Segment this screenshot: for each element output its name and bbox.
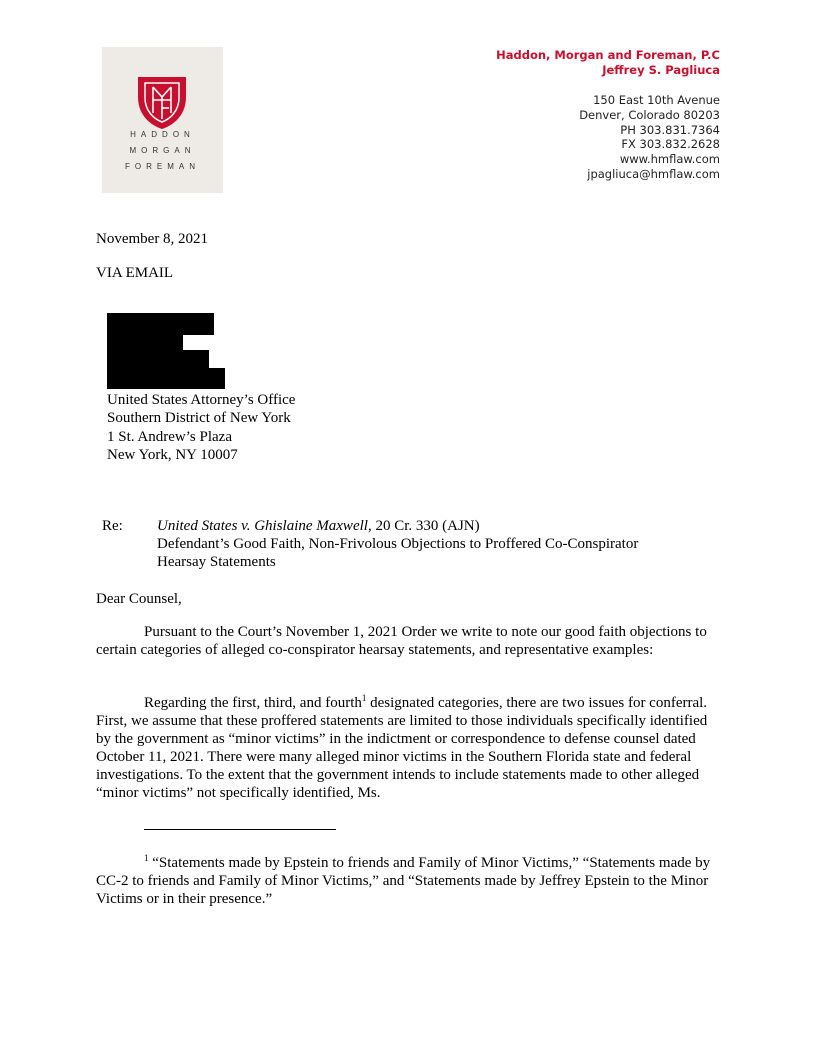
footnote-1 [96, 854, 722, 908]
case-number: , 20 Cr. 330 (AJN) [367, 518, 480, 534]
recipient-line-3: 1 St. Andrew’s Plaza [107, 429, 232, 445]
recipient-line-2: Southern District of New York [107, 410, 291, 426]
case-caption: United States v. Ghislaine Maxwell [157, 518, 368, 534]
delivery-method: VIA EMAIL [96, 265, 174, 281]
footnote-reference[interactable]: 1 [361, 693, 367, 703]
logo-word-2: MORGAN [129, 146, 196, 155]
footnote-number: 1 [144, 853, 149, 863]
salutation: Dear Counsel, [96, 591, 182, 607]
recipient-line-4: New York, NY 10007 [107, 447, 238, 463]
body-paragraph-2 [96, 694, 722, 802]
paragraph-2-body: designated categories, there are two issues for conferral. First, we assume that these proffered statements are limited to those individuals specifically identified by the government as “minor victims” in the indictment or correspondence to defense counsel dated October 11, 2021. There were many alleged minor victims in the Southern Florida state and federal investigations. To the extent that the government intends to include statements made to other alleged “minor victims” not specifically identified, Ms. [96, 695, 708, 801]
footnote-divider [144, 829, 336, 830]
paragraph-2-lead: Regarding the first, third, and fourth [144, 695, 362, 711]
fax-number: FX 303.832.2628 [621, 137, 720, 151]
attorney-name: Jeffrey S. Pagliuca [602, 63, 720, 77]
firm-logo [102, 47, 223, 193]
re-subject-line-1: Defendant’s Good Faith, Non-Frivolous Objections to Proffered Co-Conspirator [157, 536, 639, 552]
footnote-text: “Statements made by Epstein to friends and Family of Minor Victims,” “Statements made by CC-2 to friends and Family of Minor Victims,” and “Statements made by Jeffrey Epstein to the Minor Victims or in their presence.” [96, 855, 711, 907]
re-subject-line-2: Hearsay Statements [157, 554, 276, 570]
re-label: Re: [102, 518, 123, 534]
shield-icon [136, 73, 188, 131]
email-link[interactable]: jpagliuca@hmflaw.com [587, 167, 720, 181]
letter-date: November 8, 2021 [96, 231, 209, 247]
recipient-line-1: United States Attorney’s Office [107, 392, 296, 408]
address-street: 150 East 10th Avenue [593, 93, 720, 107]
website-link[interactable]: www.hmflaw.com [619, 152, 720, 166]
logo-word-3: FOREMAN [125, 162, 200, 171]
logo-word-1: HADDON [130, 130, 195, 139]
address-city: Denver, Colorado 80203 [579, 108, 720, 122]
phone-number: PH 303.831.7364 [620, 123, 720, 137]
firm-name: Haddon, Morgan and Foreman, P.C [496, 48, 720, 62]
body-paragraph-1: Pursuant to the Court’s November 1, 2021 Order we write to note our good faith objections to certain categories of alleged co-conspirator hearsay statements, and representative examples: [96, 624, 707, 658]
re-case-line [157, 517, 480, 535]
